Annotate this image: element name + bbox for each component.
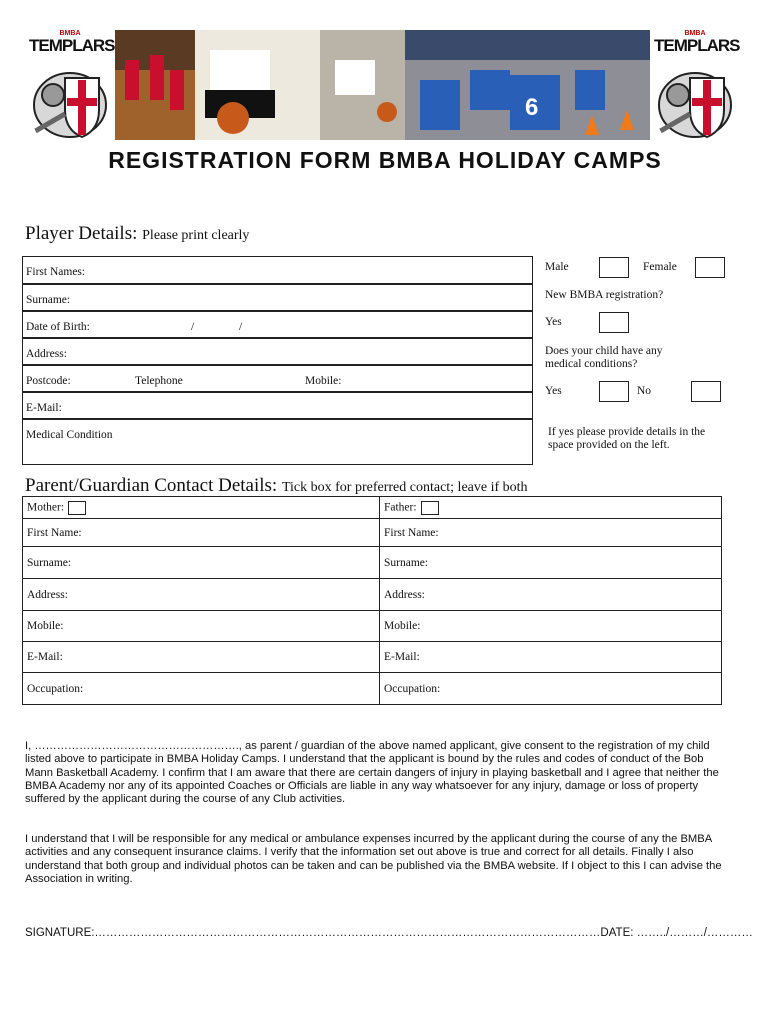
player-details-heading: Player Details: Please print clearly	[25, 223, 250, 244]
female-checkbox[interactable]	[695, 257, 725, 278]
mother-first-name-field[interactable]: First Name:	[23, 519, 380, 547]
email-field[interactable]: E-Mail:	[22, 392, 533, 419]
medical-no-checkbox[interactable]	[691, 381, 721, 402]
postcode-telephone-mobile-row[interactable]: Postcode: Telephone Mobile:	[22, 365, 533, 392]
new-reg-yes-label: Yes	[545, 316, 562, 328]
templars-logo-right: BMBA TEMPLARS	[650, 30, 740, 140]
basketball-photos	[115, 30, 650, 140]
father-checkbox[interactable]	[421, 501, 439, 515]
medical-yes-label: Yes	[545, 385, 562, 397]
mother-cell[interactable]: Mother:	[23, 497, 380, 519]
player-details-subheading: Please print clearly	[142, 228, 250, 243]
mother-surname-field[interactable]: Surname:	[23, 547, 380, 579]
father-mobile-field[interactable]: Mobile:	[379, 611, 721, 642]
mother-address-field[interactable]: Address:	[23, 579, 380, 611]
female-label: Female	[643, 261, 677, 273]
new-registration-label: New BMBA registration?	[545, 289, 664, 301]
consent-paragraph-2: I understand that I will be responsible for any medical or ambulance expenses incurred by the applicant during the course of any the BMBA activities and any consequent insurance claims. I verify that the information set out above is true and correct for all details. Finally I also understand that both group and individual photos can be taken and can be published via the BMBA website. If I object to this I can advise the Association in writing.	[25, 833, 722, 885]
male-checkbox[interactable]	[599, 257, 629, 278]
consent-paragraph-1: I, ………………………………………………., as parent / guardian of the above named applicant, give consent to the registration of my child listed above to participate in BMBA Holiday Camps. I understand that the applicant is bound by the rules and codes of conduct of the Bob Mann Basketball Academy. I confirm that I am aware that there are certain dangers of injury in playing basketball and I agree that neither the BMBA Academy nor any of its appointed Coaches or Officials are liable in any way whatsoever for any injury, damage or loss of property suffered by the applicant during the course of any Club activities.	[25, 740, 719, 806]
male-label: Male	[545, 261, 569, 273]
mother-email-field[interactable]: E-Mail:	[23, 642, 380, 673]
templars-logo-left: BMBA TEMPLARS	[25, 30, 115, 140]
medical-question-label: Does your child have any medical conditions?	[545, 345, 663, 370]
medical-condition-field[interactable]: Medical Condition	[22, 419, 533, 465]
father-address-field[interactable]: Address:	[379, 579, 721, 611]
father-occupation-field[interactable]: Occupation:	[379, 673, 721, 705]
medical-no-label: No	[637, 385, 652, 397]
new-reg-yes-checkbox[interactable]	[599, 312, 629, 333]
medical-yes-checkbox[interactable]	[599, 381, 629, 402]
mother-occupation-field[interactable]: Occupation:	[23, 673, 380, 705]
page-title: REGISTRATION FORM BMBA HOLIDAY CAMPS	[108, 147, 662, 173]
header-banner	[25, 30, 740, 140]
date-of-birth-field[interactable]: Date of Birth: / /	[22, 311, 533, 338]
surname-field[interactable]: Surname:	[22, 284, 533, 311]
parent-contact-table	[22, 496, 722, 705]
medical-details-note: If yes please provide details in the space provided on the left.	[548, 426, 706, 451]
mother-mobile-field[interactable]: Mobile:	[23, 611, 380, 642]
svg-text:6: 6	[525, 94, 539, 121]
parent-details-subheading: Tick box for preferred contact; leave if both	[281, 480, 528, 495]
signature-date-line[interactable]: SIGNATURE:……………………………………………………………………………………………………………………DATE: ……../………/…………	[25, 927, 753, 939]
first-names-field[interactable]: First Names:	[22, 256, 533, 284]
father-surname-field[interactable]: Surname:	[379, 547, 721, 579]
father-cell[interactable]: Father:	[379, 497, 721, 519]
mother-checkbox[interactable]	[68, 501, 86, 515]
parent-details-heading: Parent/Guardian Contact Details: Tick box for preferred contact; leave if both	[25, 475, 528, 496]
address-field[interactable]: Address:	[22, 338, 533, 365]
father-email-field[interactable]: E-Mail:	[379, 642, 721, 673]
father-first-name-field[interactable]: First Name:	[379, 519, 721, 547]
